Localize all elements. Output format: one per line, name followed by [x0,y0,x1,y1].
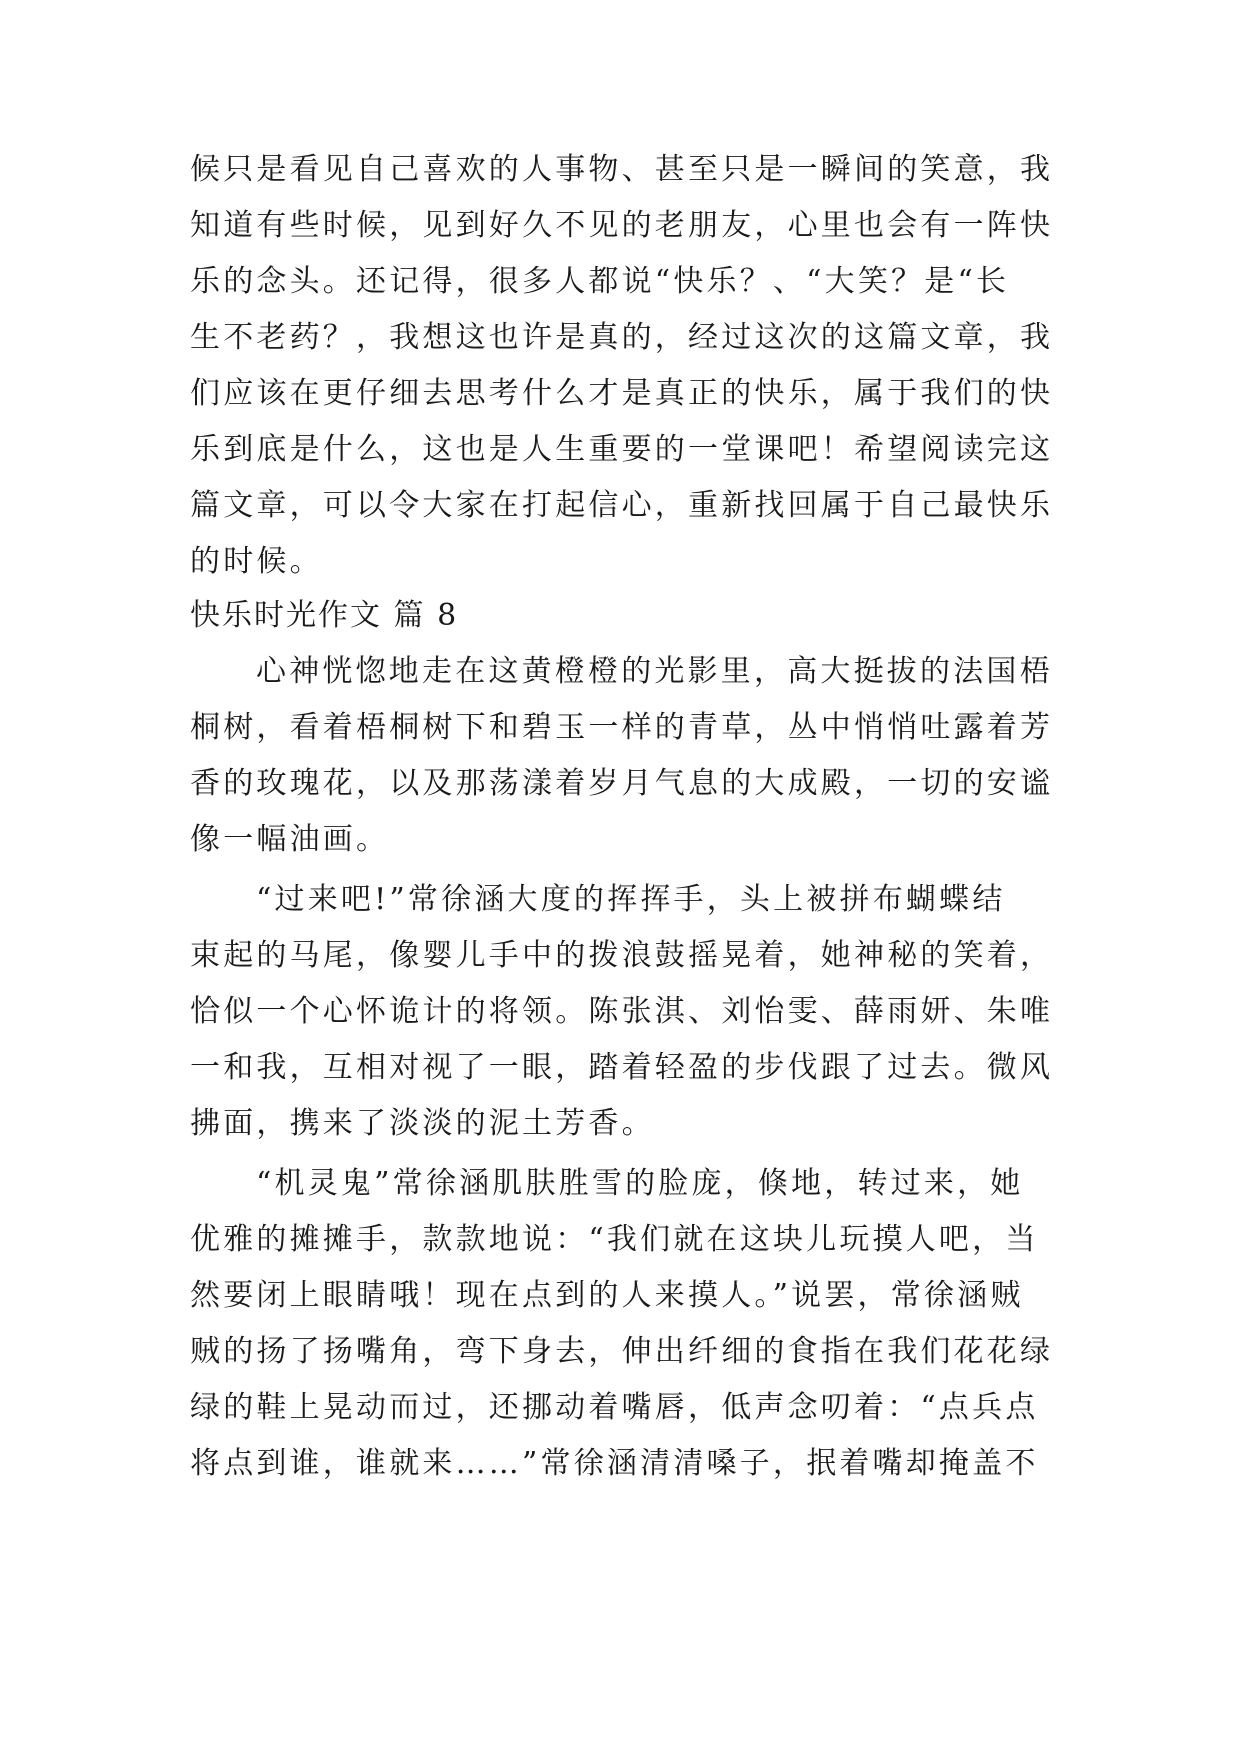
text-line: 贼的扬了扬嘴角，弯下身去，伸出纤细的食指在我们花花绿 [190,1334,1054,1369]
text-line: 优雅的摊摊手，款款地说：“我们就在这块儿玩摸人吧，当 [190,1222,1039,1257]
text-line: “机灵鬼”常徐涵肌肤胜雪的脸庞，倏地，转过来，她 [256,1166,1024,1201]
text-line: 一和我，互相对视了一眼，踏着轻盈的步伐跟了过去。微风 [190,1050,1054,1085]
text-line: 知道有些时候，见到好久不见的老朋友，心里也会有一阵快 [190,208,1054,243]
text-line: 篇文章，可以令大家在打起信心，重新找回属于自己最快乐 [190,488,1054,523]
text-line: 桐树，看着梧桐树下和碧玉一样的青草，丛中悄悄吐露着芳 [190,710,1054,745]
text-line: 们应该在更仔细去思考什么才是真正的快乐，属于我们的快 [190,376,1054,411]
text-line: 将点到谁，谁就来……”常徐涵清清嗓子，抿着嘴却掩盖不 [190,1446,1039,1481]
text-line: 拂面，携来了淡淡的泥土芳香。 [190,1106,655,1141]
text-line: 乐到底是什么，这也是人生重要的一堂课吧！希望阅读完这 [190,432,1054,467]
text-line: 乐的念头。还记得，很多人都说“快乐？、“大笑？是“长 [190,264,1010,299]
text-line: 香的玫瑰花，以及那荡漾着岁月气息的大成殿，一切的安谧 [190,766,1054,801]
text-line: 绿的鞋上晃动而过，还挪动着嘴唇，低声念叨着：“点兵点 [190,1390,1039,1425]
text-line: 候只是看见自己喜欢的人事物、甚至只是一瞬间的笑意，我 [190,152,1054,187]
text-line: 像一幅油画。 [190,822,390,857]
section-title: 快乐时光作文 篇 8 [190,598,459,633]
text-line: 束起的马尾，像婴儿手中的拨浪鼓摇晃着，她神秘的笑着， [190,938,1054,973]
text-line: 然要闭上眼睛哦！现在点到的人来摸人。”说罢，常徐涵贼 [190,1278,1024,1313]
text-line: 心神恍惚地走在这黄橙橙的光影里，高大挺拔的法国梧 [256,654,1053,689]
text-line: 生不老药？，我想这也许是真的，经过这次的这篇文章，我 [190,320,1054,355]
text-line: 恰似一个心怀诡计的将领。陈张淇、刘怡雯、薛雨妍、朱唯 [190,994,1054,1029]
text-line: 的时候。 [190,544,323,579]
text-line: “过来吧!”常徐涵大度的挥挥手，头上被拼布蝴蝶结 [256,882,1006,917]
